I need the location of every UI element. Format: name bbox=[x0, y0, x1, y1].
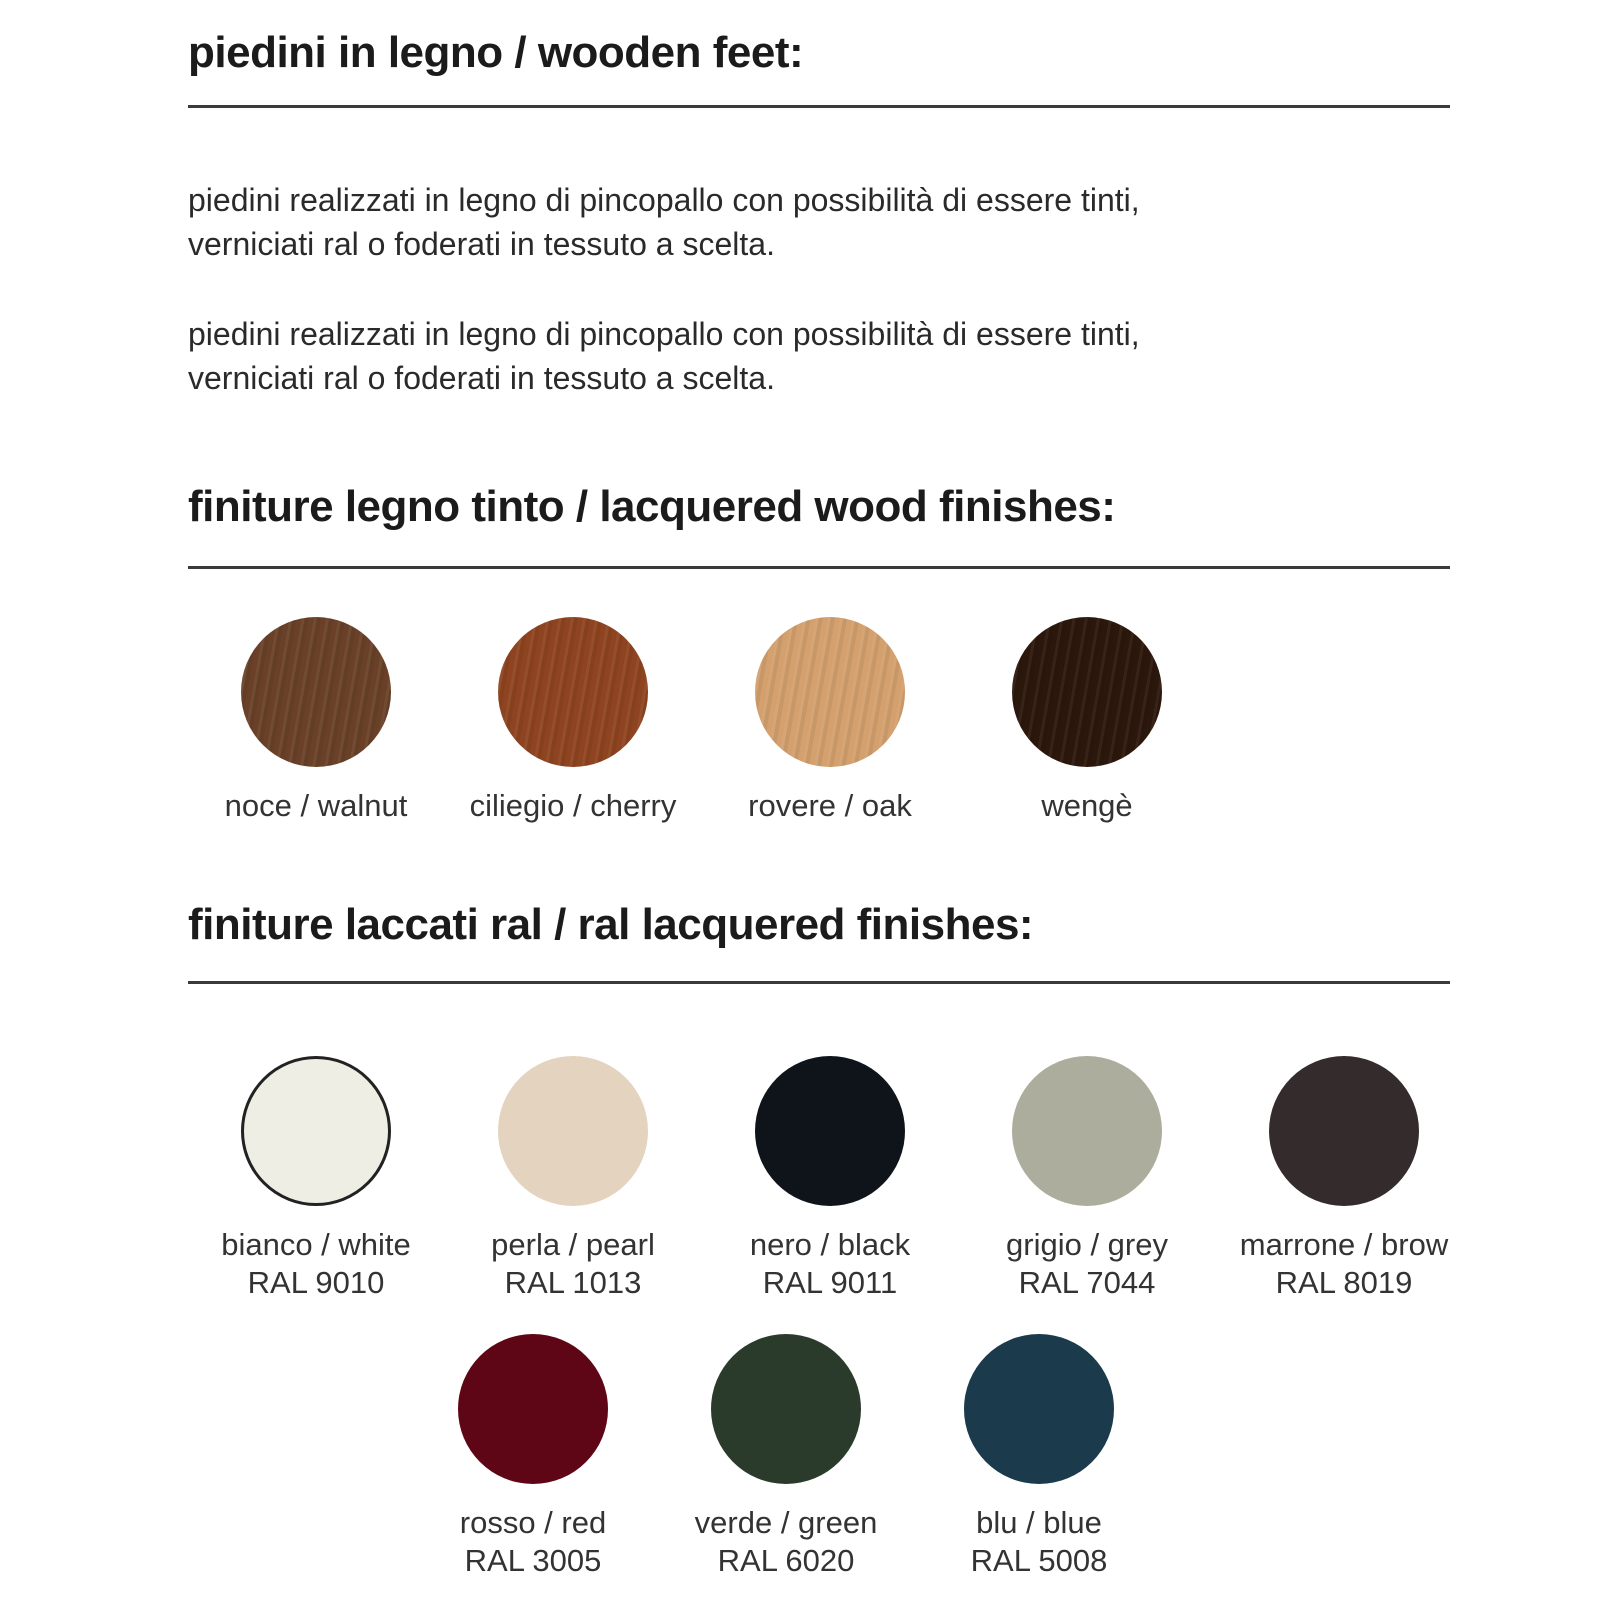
swatch-label: marrone / brow bbox=[1239, 1227, 1449, 1262]
swatch-label: nero / black bbox=[749, 1227, 911, 1262]
swatch-green bbox=[666, 1334, 906, 1580]
swatch-label: perla / pearl bbox=[491, 1227, 655, 1262]
swatch-ral-code: RAL 6020 bbox=[717, 1543, 855, 1578]
wooden-feet-paragraph-1: piedini realizzati in legno di pincopallo con possibilità di essere tinti, verniciati ral o foderati in tessuto a scelta. bbox=[188, 182, 1140, 262]
ral-finishes-divider bbox=[188, 981, 1450, 984]
swatch-grey bbox=[967, 1056, 1207, 1302]
swatch-label: rosso / red bbox=[459, 1505, 607, 1540]
walnut-color-circle bbox=[241, 617, 391, 767]
wood-finishes-divider bbox=[188, 566, 1450, 569]
swatch-white bbox=[196, 1056, 436, 1302]
swatch-ral-code: RAL 9011 bbox=[762, 1265, 898, 1300]
swatch-label: noce / walnut bbox=[224, 788, 408, 823]
brown-color-circle bbox=[1269, 1056, 1419, 1206]
swatch-label: rovere / oak bbox=[748, 788, 912, 823]
grey-color-circle bbox=[1012, 1056, 1162, 1206]
swatch-pearl bbox=[453, 1056, 693, 1302]
swatch-ral-code: RAL 8019 bbox=[1275, 1265, 1413, 1300]
swatch-walnut bbox=[196, 617, 436, 825]
swatch-label: ciliegio / cherry bbox=[469, 788, 677, 823]
swatch-oak bbox=[710, 617, 950, 825]
swatch-red bbox=[413, 1334, 653, 1580]
green-color-circle bbox=[711, 1334, 861, 1484]
swatch-ral-code: RAL 3005 bbox=[464, 1543, 602, 1578]
swatch-black bbox=[710, 1056, 950, 1302]
red-color-circle bbox=[458, 1334, 608, 1484]
swatch-ral-code: RAL 7044 bbox=[1018, 1265, 1156, 1300]
white-color-circle bbox=[241, 1056, 391, 1206]
oak-color-circle bbox=[755, 617, 905, 767]
black-color-circle bbox=[755, 1056, 905, 1206]
ral-finishes-title: finiture laccati ral / ral lacquered finishes: bbox=[188, 900, 1034, 949]
swatch-cherry bbox=[453, 617, 693, 825]
swatch-ral-code: RAL 5008 bbox=[970, 1543, 1108, 1578]
swatch-blue bbox=[919, 1334, 1159, 1580]
blue-color-circle bbox=[964, 1334, 1114, 1484]
swatch-label: wengè bbox=[1041, 788, 1133, 823]
swatch-label: verde / green bbox=[694, 1505, 878, 1540]
wooden-feet-title: piedini in legno / wooden feet: bbox=[188, 28, 804, 77]
swatch-label: grigio / grey bbox=[1006, 1227, 1168, 1262]
cherry-color-circle bbox=[498, 617, 648, 767]
wooden-feet-paragraph-2: piedini realizzati in legno di pincopallo con possibilità di essere tinti, verniciati ral o foderati in tessuto a scelta. bbox=[188, 316, 1140, 396]
swatch-brown bbox=[1224, 1056, 1464, 1302]
swatch-label: bianco / white bbox=[221, 1227, 411, 1262]
swatch-wenge bbox=[967, 617, 1207, 825]
wood-finishes-title: finiture legno tinto / lacquered wood finishes: bbox=[188, 482, 1116, 531]
pearl-color-circle bbox=[498, 1056, 648, 1206]
swatch-ral-code: RAL 1013 bbox=[504, 1265, 642, 1300]
wooden-feet-divider bbox=[188, 105, 1450, 108]
swatch-ral-code: RAL 9010 bbox=[247, 1265, 385, 1300]
wenge-color-circle bbox=[1012, 617, 1162, 767]
swatch-label: blu / blue bbox=[976, 1505, 1102, 1540]
